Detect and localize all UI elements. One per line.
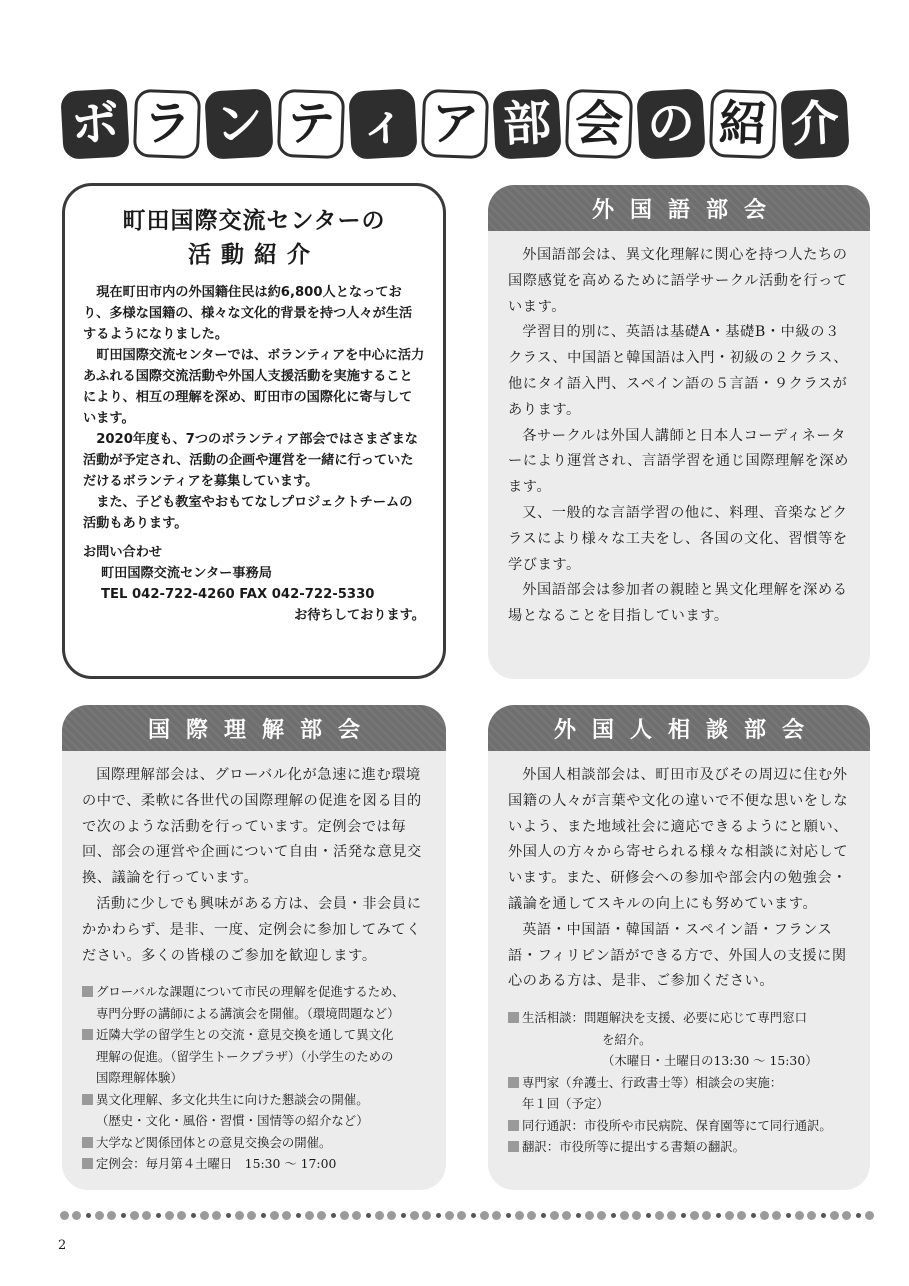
contact-heading: お問い合わせ	[83, 545, 163, 560]
dot-icon	[235, 1211, 244, 1220]
dot-icon	[786, 1213, 791, 1218]
bullet-line: （歴史・文化・風俗・習慣・国情等の紹介など）	[96, 1113, 369, 1129]
bullet-line: 専門家（弁護士、行政書士等）相談会の実施：	[522, 1074, 783, 1090]
title-tile: ン	[204, 88, 273, 159]
dot-icon	[366, 1213, 371, 1218]
bullet-square-icon	[508, 1077, 519, 1088]
heading-text: 国際理解部会	[147, 717, 376, 743]
dot-icon	[340, 1211, 349, 1220]
page-title	[62, 90, 862, 170]
decorative-dot-border	[60, 1207, 909, 1225]
body-paragraph: 又、一般的な言語学習の他に、料理、音楽などクラスにより様々な工夫をし、各国の文化、習慣等を学びます。	[508, 504, 848, 573]
bullet-line: 国際理解体験）	[96, 1070, 183, 1086]
title-tile: 会	[565, 89, 633, 159]
heading-text: 外国人相談部会	[553, 717, 820, 743]
bullet-square-icon	[82, 1029, 93, 1040]
dot-icon	[725, 1211, 734, 1220]
bullet-square-icon	[508, 1141, 519, 1152]
dot-icon	[492, 1211, 501, 1220]
dot-icon	[550, 1211, 559, 1220]
dot-icon	[632, 1211, 641, 1220]
dot-icon	[130, 1211, 139, 1220]
dot-icon	[541, 1213, 546, 1218]
foreign-consultation-panel	[488, 705, 870, 1190]
dot-icon	[296, 1213, 301, 1218]
dot-icon	[480, 1211, 489, 1220]
bullet-item	[82, 1089, 430, 1132]
dot-icon	[352, 1211, 361, 1220]
dot-icon	[702, 1211, 711, 1220]
page-number: 2	[58, 1238, 67, 1253]
dot-icon	[387, 1211, 396, 1220]
bullet-item	[82, 981, 430, 1024]
bullet-square-icon	[508, 1012, 519, 1023]
dot-icon	[107, 1211, 116, 1220]
dot-icon	[375, 1211, 384, 1220]
bullet-line: 近隣大学の留学生との交流・意見交換を通して異文化	[96, 1027, 394, 1043]
intro-panel	[62, 183, 446, 679]
title-tile: の	[636, 88, 705, 159]
dot-icon	[422, 1211, 431, 1220]
bullet-line: グローバルな課題について市民の理解を促進するため、	[96, 984, 405, 1000]
dot-icon	[317, 1211, 326, 1220]
foreign-language-body	[488, 231, 870, 630]
dot-icon	[270, 1211, 279, 1220]
title-tile: テ	[277, 89, 345, 159]
body-paragraph: 活動に少しでも興味がある方は、会員・非会員にかかわらず、是非、一度、定例会に参加してみてください。多くの皆様のご参加を歓迎します。	[82, 895, 422, 964]
dot-icon	[760, 1211, 769, 1220]
dot-icon	[177, 1211, 186, 1220]
bullet-text	[96, 1153, 430, 1175]
dot-icon	[445, 1211, 454, 1220]
dot-icon	[611, 1213, 616, 1218]
intro-title	[83, 204, 425, 272]
bullet-line: 翻訳：市役所等に提出する書類の翻訳。	[522, 1139, 746, 1155]
title-tile: ィ	[348, 88, 417, 159]
dot-icon	[60, 1211, 69, 1220]
bullet-item	[82, 1024, 430, 1089]
bullet-line: 理解の促進。（留学生トークプラザ）（小学生のための	[96, 1048, 394, 1064]
dot-icon	[121, 1213, 126, 1218]
dot-icon	[667, 1211, 676, 1220]
dot-icon	[457, 1211, 466, 1220]
dot-icon	[576, 1213, 581, 1218]
bullet-text	[96, 1089, 430, 1132]
bullet-line: 定例会：毎月第４土曜日 15:30 ～ 17:00	[96, 1156, 337, 1172]
dot-icon	[842, 1211, 851, 1220]
dot-icon	[247, 1211, 256, 1220]
bullet-list	[508, 1007, 854, 1158]
dot-icon	[690, 1211, 699, 1220]
dot-icon	[200, 1211, 209, 1220]
dot-icon	[436, 1213, 441, 1218]
intl-understanding-heading	[62, 705, 446, 751]
heading-text: 外国語部会	[591, 197, 782, 223]
body-paragraph: 外国語部会は参加者の親睦と異文化理解を深める場となることを目指しています。	[508, 582, 848, 625]
foreign-consultation-heading	[488, 705, 870, 751]
dot-icon	[331, 1213, 336, 1218]
intl-understanding-body	[62, 751, 446, 1175]
dot-icon	[681, 1213, 686, 1218]
bullet-text	[522, 1072, 854, 1115]
dot-icon	[471, 1213, 476, 1218]
bullet-square-icon	[82, 986, 93, 997]
dot-icon	[751, 1213, 756, 1218]
dot-icon	[165, 1211, 174, 1220]
bullet-list	[82, 981, 430, 1175]
dot-icon	[95, 1211, 104, 1220]
contact-office: 町田国際交流センター事務局	[101, 566, 272, 581]
body-paragraph: 学習目的別に、英語は基礎A・基礎B・中級の３クラス、中国語と韓国語は入門・初級の２クラス、他にタイ語入門、スペイン語の５言語・９クラスがあります。	[508, 324, 849, 418]
intro-title-line1: 町田国際交流センターの	[122, 208, 386, 234]
body-paragraph: 外国人相談部会は、町田市及びその周辺に住む外国籍の人々が言葉や文化の違いで不便な思いをしないよう、また地域社会に適応できるようにと願い、外国人の方々から寄せられる様々な相談に対応しています。また、研修会への参加や部会内の勉強会・議論を通してスキルの向上にも努めています。	[508, 767, 849, 912]
bullet-text	[96, 981, 430, 1024]
bullet-item	[508, 1007, 854, 1072]
bullet-square-icon	[82, 1094, 93, 1105]
bullet-square-icon	[82, 1137, 93, 1148]
dot-icon	[807, 1211, 816, 1220]
dot-icon	[646, 1213, 651, 1218]
dot-icon	[282, 1211, 291, 1220]
contact-phone: TEL 042-722-4260 FAX 042-722-5330	[101, 587, 375, 602]
title-tile: ボ	[60, 88, 129, 159]
foreign-language-heading	[488, 185, 870, 231]
dot-icon	[620, 1211, 629, 1220]
title-tile: ラ	[133, 89, 201, 159]
bullet-item	[508, 1115, 854, 1137]
dot-icon	[585, 1211, 594, 1220]
body-paragraph: 各サークルは外国人講師と日本人コーディネーターにより運営され、言語学習を通じ国際理解を深めます。	[508, 427, 849, 496]
dot-icon	[795, 1211, 804, 1220]
dot-icon	[410, 1211, 419, 1220]
title-tile: 介	[780, 88, 849, 159]
dot-icon	[856, 1213, 861, 1218]
foreign-consultation-body	[488, 751, 870, 1158]
bullet-text	[522, 1115, 854, 1137]
bullet-line: 異文化理解、多文化共生に向けた懇談会の開催。	[96, 1091, 369, 1107]
dot-icon	[212, 1211, 221, 1220]
intro-paragraph: 現在町田市内の外国籍住民は約6,800人となっており、多様な国籍の、様々な文化的背景を持つ人々が生活するようになりました。	[83, 285, 413, 342]
dot-icon	[737, 1211, 746, 1220]
dot-icon	[191, 1213, 196, 1218]
bullet-item	[82, 1153, 430, 1175]
bullet-text	[96, 1024, 430, 1089]
bullet-text	[522, 1007, 854, 1072]
dot-icon	[830, 1211, 839, 1220]
contact-block	[83, 542, 425, 626]
body-paragraph: 英語・中国語・韓国語・スペイン語・フランス語・フィリピン語ができる方で、外国人の支援に関心のある方は、是非、ご参加ください。	[508, 921, 847, 990]
bullet-line: 大学など関係団体との意見交換会の開催。	[96, 1134, 332, 1150]
title-tile: ア	[421, 89, 489, 159]
bullet-item	[508, 1136, 854, 1158]
dot-icon	[527, 1211, 536, 1220]
title-tile: 部	[492, 88, 561, 159]
dot-icon	[597, 1211, 606, 1220]
intro-paragraph: また、子ども教室やおもてなしプロジェクトチームの活動もあります。	[83, 495, 413, 531]
bullet-line: 専門分野の講師による講演会を開催。（環境問題など）	[96, 1005, 400, 1021]
intro-paragraph: 2020年度も、7つのボランティア部会ではさまざまな活動が予定され、活動の企画や運営を一緒に行っていただけるボランティアを募集しています。	[83, 432, 418, 489]
bullet-text	[96, 1132, 430, 1154]
dot-icon	[821, 1213, 826, 1218]
bullet-line: 同行通訳：市役所や市民病院、保育園等にて同行通訳。	[522, 1117, 832, 1133]
bullet-line: （木曜日・土曜日の13:30 ～ 15:30）	[602, 1053, 818, 1069]
dot-icon	[226, 1213, 231, 1218]
dot-icon	[515, 1211, 524, 1220]
dot-icon	[261, 1213, 266, 1218]
foreign-language-panel	[488, 185, 870, 679]
body-paragraph: 外国語部会は、異文化理解に関心を持つ人たちの国際感覚を高めるために語学サークル活動を行っています。	[508, 247, 848, 315]
bullet-text	[522, 1136, 854, 1158]
bullet-square-icon	[82, 1158, 93, 1169]
title-tile: 紹	[709, 89, 777, 159]
dot-icon	[401, 1213, 406, 1218]
contact-sign: お待ちしております。	[294, 608, 425, 623]
intro-title-line2: 活動紹介	[188, 242, 320, 268]
bullet-item	[508, 1072, 854, 1115]
dot-icon	[506, 1213, 511, 1218]
bullet-item	[82, 1132, 430, 1154]
bullet-line: 生活相談：問題解決を支援、必要に応じて専門窓口	[522, 1010, 807, 1026]
dot-icon	[72, 1211, 81, 1220]
bullet-line: 年１回（予定）	[522, 1096, 609, 1112]
dot-icon	[305, 1211, 314, 1220]
dot-icon	[86, 1213, 91, 1218]
dot-icon	[772, 1211, 781, 1220]
dot-icon	[716, 1213, 721, 1218]
dot-icon	[142, 1211, 151, 1220]
intro-paragraph: 町田国際交流センターでは、ボランティアを中心に活力あふれる国際交流活動や外国人支援活動を実施することにより、相互の理解を深め、町田市の国際化に寄与しています。	[83, 348, 425, 426]
dot-icon	[865, 1211, 874, 1220]
dot-icon	[655, 1211, 664, 1220]
dot-icon	[156, 1213, 161, 1218]
intl-understanding-panel	[62, 705, 446, 1190]
body-paragraph: 国際理解部会は、グローバル化が急速に進む環境の中で、柔軟に各世代の国際理解の促進を図る目的で次のような活動を行っています。定例会では毎回、部会の運営や企画について自由・活発な意見交換、議論を行っています。	[82, 767, 422, 887]
bullet-line: を紹介。	[602, 1031, 652, 1047]
bullet-square-icon	[508, 1120, 519, 1131]
dot-icon	[562, 1211, 571, 1220]
